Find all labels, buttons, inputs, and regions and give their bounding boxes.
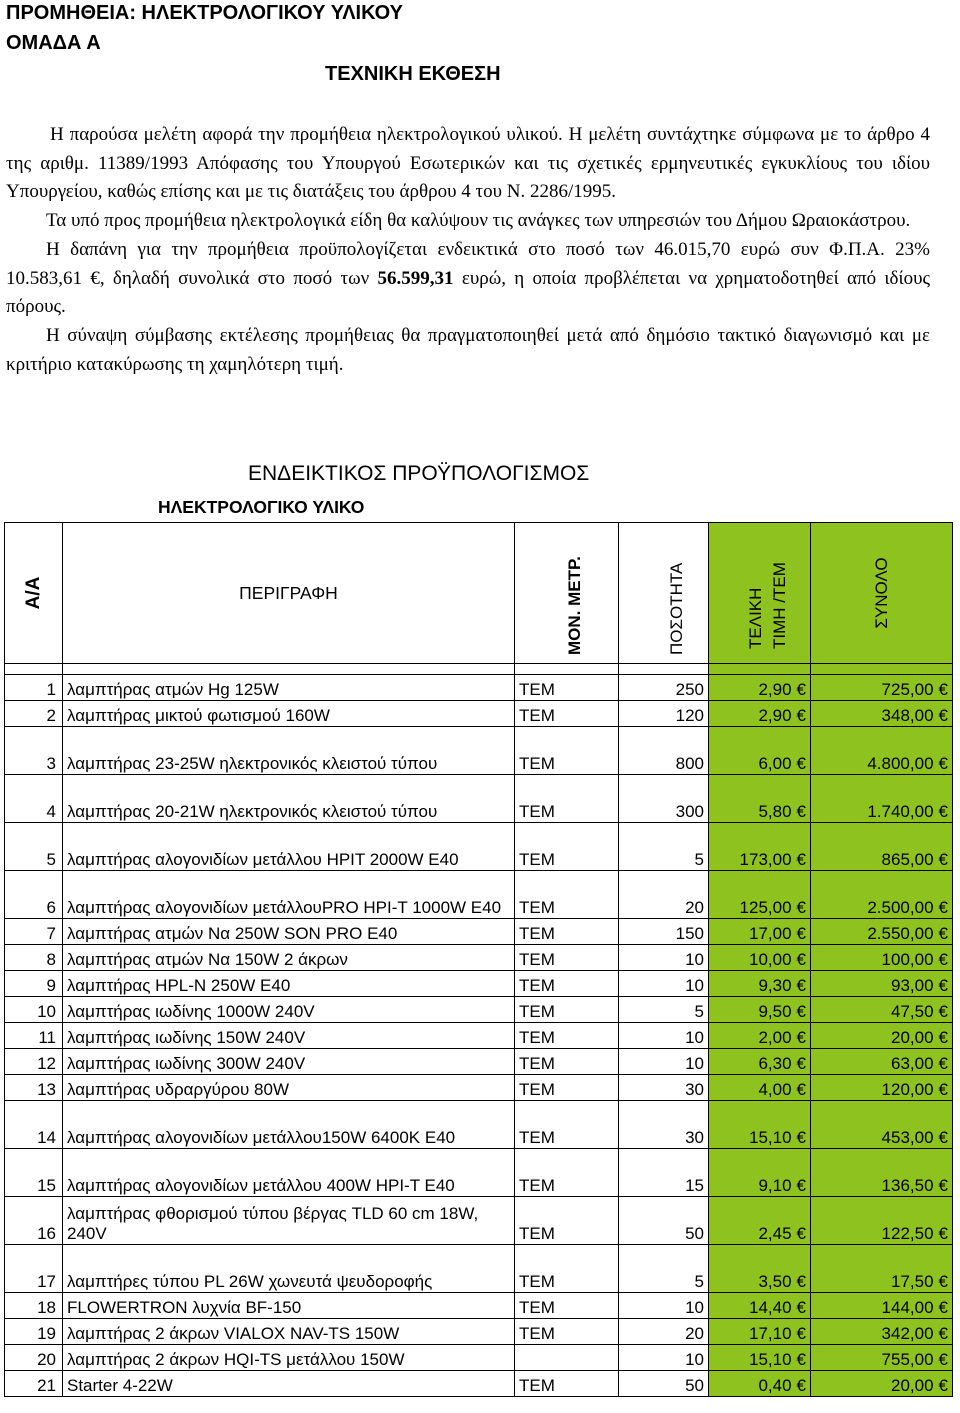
row-number: 13 [5, 1075, 63, 1101]
row-quantity: 10 [619, 1049, 709, 1075]
euro-symbol: € [938, 1002, 948, 1021]
euro-symbol: € [796, 1298, 806, 1317]
row-description: λαμπτήρας ατμών Hg 125W [63, 675, 515, 701]
row-quantity: 300 [619, 775, 709, 823]
row-total: 4.800,00 € [811, 727, 953, 775]
row-number: 20 [5, 1345, 63, 1371]
row-unit: ΤΕΜ [515, 1023, 619, 1049]
row-total: 20,00 € [811, 1371, 953, 1397]
row-total: 17,50 € [811, 1245, 953, 1293]
table-row [5, 675, 953, 701]
row-quantity: 15 [619, 1149, 709, 1197]
euro-symbol: € [938, 898, 948, 917]
row-quantity: 10 [619, 1023, 709, 1049]
row-quantity: 10 [619, 1345, 709, 1371]
row-number: 4 [5, 775, 63, 823]
budget-table-body [5, 675, 953, 1397]
budget-title: ΕΝΔΕΙΚΤΙΚΟΣ ΠΡΟΫΠΟΛΟΓΙΣΜΟΣ [248, 462, 590, 485]
row-unit: ΤΕΜ [515, 701, 619, 727]
row-unit-price: 9,30 € [709, 971, 811, 997]
euro-symbol: € [796, 950, 806, 969]
budget-table [4, 522, 953, 1397]
row-unit-price: 2,00 € [709, 1023, 811, 1049]
row-total: 100,00 € [811, 945, 953, 971]
row-unit: ΤΕΜ [515, 945, 619, 971]
column-header-unit-price: ΤΕΛΙΚΗ ΤΙΜΗ /ΤΕΜ [709, 523, 811, 664]
row-quantity: 5 [619, 997, 709, 1023]
row-unit: ΤΕΜ [515, 1197, 619, 1245]
row-total: 144,00 € [811, 1293, 953, 1319]
table-row [5, 871, 953, 919]
row-quantity: 50 [619, 1197, 709, 1245]
row-number: 14 [5, 1101, 63, 1149]
euro-symbol: € [796, 898, 806, 917]
report-paragraph-2: Τα υπό προς προμήθεια ηλεκτρολογικά είδη θα καλύψουν τις ανάγκες των υπηρεσιών του Δήμου Ωραιοκάστρου. [46, 210, 911, 232]
row-quantity: 20 [619, 1319, 709, 1345]
row-unit-price: 17,00 € [709, 919, 811, 945]
euro-symbol: € [938, 1054, 948, 1073]
row-unit: ΤΕΜ [515, 919, 619, 945]
row-number: 3 [5, 727, 63, 775]
euro-symbol: € [938, 1028, 948, 1047]
row-unit-price: 2,90 € [709, 701, 811, 727]
row-description: λαμπτήρας αλογονιδίων μετάλλου 400W HPI-T E40 [63, 1149, 515, 1197]
row-unit: ΤΕΜ [515, 823, 619, 871]
row-quantity: 5 [619, 823, 709, 871]
euro-symbol: € [938, 706, 948, 725]
row-description: λαμπτήρας αλογονιδίων μετάλλου HPIT 2000W E40 [63, 823, 515, 871]
row-unit: ΤΕΜ [515, 775, 619, 823]
table-row [5, 823, 953, 871]
column-header-quantity: ΠΟΣΟΤΗΤΑ [619, 523, 709, 664]
euro-symbol: € [796, 1128, 806, 1147]
row-description: λαμπτήρας 2 άκρων VIALOX NAV-TS 150W [63, 1319, 515, 1345]
row-number: 9 [5, 971, 63, 997]
budget-table-header [5, 523, 953, 664]
row-unit: ΤΕΜ [515, 727, 619, 775]
table-row [5, 1075, 953, 1101]
row-quantity: 150 [619, 919, 709, 945]
row-unit: ΤΕΜ [515, 675, 619, 701]
row-description: λαμπτήρας ατμών Να 150W 2 άκρων [63, 945, 515, 971]
report-paragraph-3 [6, 236, 930, 322]
row-total: 2.550,00 € [811, 919, 953, 945]
row-number: 18 [5, 1293, 63, 1319]
row-unit-price: 4,00 € [709, 1075, 811, 1101]
euro-symbol: € [796, 924, 806, 943]
row-quantity: 800 [619, 727, 709, 775]
row-quantity: 30 [619, 1101, 709, 1149]
table-row [5, 1023, 953, 1049]
euro-symbol: € [938, 924, 948, 943]
technical-report-body [6, 121, 930, 379]
euro-symbol: € [796, 706, 806, 725]
row-description: λαμπτήρας υδραργύρου 80W [63, 1075, 515, 1101]
row-unit-price: 3,50 € [709, 1245, 811, 1293]
column-header-description: ΠΕΡΙΓΡΑΦΗ [63, 523, 515, 664]
euro-symbol: € [796, 1324, 806, 1343]
row-unit-price: 5,80 € [709, 775, 811, 823]
euro-symbol: € [796, 1176, 806, 1195]
euro-symbol: € [938, 1324, 948, 1343]
table-row [5, 1293, 953, 1319]
row-total: 348,00 € [811, 701, 953, 727]
euro-symbol: € [796, 1272, 806, 1291]
row-unit-price: 9,10 € [709, 1149, 811, 1197]
euro-symbol: € [938, 1350, 948, 1369]
row-total: 122,50 € [811, 1197, 953, 1245]
row-description: λαμπτήρας 20-21W ηλεκτρονικός κλειστού τύπου [63, 775, 515, 823]
row-description: λαμπτήρες τύπου PL 26W χωνευτά ψευδοροφής [63, 1245, 515, 1293]
euro-symbol: € [796, 850, 806, 869]
header-spacer [5, 664, 953, 675]
row-unit: ΤΕΜ [515, 1149, 619, 1197]
row-number: 17 [5, 1245, 63, 1293]
row-quantity: 250 [619, 675, 709, 701]
row-quantity: 10 [619, 971, 709, 997]
euro-symbol: € [938, 1176, 948, 1195]
row-unit-price: 6,00 € [709, 727, 811, 775]
row-total: 136,50 € [811, 1149, 953, 1197]
row-quantity: 120 [619, 701, 709, 727]
table-row [5, 1101, 953, 1149]
table-row [5, 1371, 953, 1397]
row-description: λαμπτήρας 2 άκρων HQI-TS μετάλλου 150W [63, 1345, 515, 1371]
row-description: λαμπτήρας μικτού φωτισμού 160W [63, 701, 515, 727]
row-number: 16 [5, 1197, 63, 1245]
row-description: FLOWERTRON λυχνία BF-150 [63, 1293, 515, 1319]
table-row [5, 701, 953, 727]
euro-symbol: € [938, 1272, 948, 1291]
row-quantity: 20 [619, 871, 709, 919]
row-number: 15 [5, 1149, 63, 1197]
table-row [5, 945, 953, 971]
row-number: 6 [5, 871, 63, 919]
row-description: λαμπτήρας 23-25W ηλεκτρονικός κλειστού τύπου [63, 727, 515, 775]
procurement-title: ΠΡΟΜΗΘΕΙΑ: ΗΛΕΚΤΡΟΛΟΓΙΚΟΥ ΥΛΙΚΟΥ [6, 2, 403, 24]
table-row [5, 919, 953, 945]
row-unit: ΤΕΜ [515, 1319, 619, 1345]
row-quantity: 10 [619, 945, 709, 971]
row-number: 21 [5, 1371, 63, 1397]
row-unit-price: 6,30 € [709, 1049, 811, 1075]
euro-symbol: € [938, 802, 948, 821]
row-description: Starter 4-22W [63, 1371, 515, 1397]
row-unit-price: 0,40 € [709, 1371, 811, 1397]
row-quantity: 5 [619, 1245, 709, 1293]
column-header-unit: ΜΟΝ. ΜΕΤΡ. [515, 523, 619, 664]
row-description: λαμπτήρας ιωδίνης 150W 240V [63, 1023, 515, 1049]
row-total: 47,50 € [811, 997, 953, 1023]
euro-symbol: € [796, 1002, 806, 1021]
euro-symbol: € [938, 1128, 948, 1147]
row-number: 5 [5, 823, 63, 871]
row-description: λαμπτήρας ατμών Να 250W SON PRO E40 [63, 919, 515, 945]
row-unit: ΤΕΜ [515, 971, 619, 997]
row-total: 2.500,00 € [811, 871, 953, 919]
row-unit-price: 10,00 € [709, 945, 811, 971]
row-unit-price: 173,00 € [709, 823, 811, 871]
row-unit-price: 125,00 € [709, 871, 811, 919]
row-total: 755,00 € [811, 1345, 953, 1371]
row-total: 865,00 € [811, 823, 953, 871]
table-row [5, 1345, 953, 1371]
row-total: 120,00 € [811, 1075, 953, 1101]
report-paragraph-3-text-a: Η δαπάνη για την προμήθεια προϋπολογίζεται ενδεικτικά στο ποσό των 46.015,70 ευρώ συν Φ.Π.Α. 23% 10.583,61 €, δηλαδή συνολικά στο ποσό των [6, 238, 930, 289]
euro-symbol: € [796, 754, 806, 773]
budget-subtitle: ΗΛΕΚΤΡΟΛΟΓΙΚΟ ΥΛΙΚΟ [158, 497, 365, 517]
row-quantity: 10 [619, 1293, 709, 1319]
row-total: 342,00 € [811, 1319, 953, 1345]
row-unit-price: 17,10 € [709, 1319, 811, 1345]
row-unit: ΤΕΜ [515, 1371, 619, 1397]
report-paragraph-4: Η σύναψη σύμβασης εκτέλεσης προμήθειας θα πραγματοποιηθεί μετά από δημόσιο τακτικό διαγωνισμό και με κριτήριο κατακύρωσης τη χαμηλότερη τιμή. [6, 324, 930, 375]
technical-report-title: ΤΕΧΝΙΚΗ ΕΚΘΕΣΗ [325, 63, 501, 85]
row-number: 10 [5, 997, 63, 1023]
table-row [5, 1049, 953, 1075]
row-total: 725,00 € [811, 675, 953, 701]
euro-symbol: € [796, 1350, 806, 1369]
group-title: ΟΜΑΔΑ Α [6, 32, 101, 54]
euro-symbol: € [938, 680, 948, 699]
row-description: λαμπτήρας ιωδίνης 300W 240V [63, 1049, 515, 1075]
euro-symbol: € [796, 1054, 806, 1073]
table-row [5, 997, 953, 1023]
table-row [5, 1197, 953, 1245]
row-description: λαμπτήρας αλογονιδίων μετάλλου150W 6400K E40 [63, 1101, 515, 1149]
column-header-aa: Α/Α [5, 523, 63, 664]
euro-symbol: € [796, 680, 806, 699]
table-row [5, 727, 953, 775]
row-quantity: 50 [619, 1371, 709, 1397]
row-number: 1 [5, 675, 63, 701]
table-row [5, 775, 953, 823]
euro-symbol: € [796, 1224, 806, 1243]
row-unit-price: 9,50 € [709, 997, 811, 1023]
row-unit: ΤΕΜ [515, 1245, 619, 1293]
row-number: 8 [5, 945, 63, 971]
row-number: 7 [5, 919, 63, 945]
euro-symbol: € [796, 802, 806, 821]
row-total: 63,00 € [811, 1049, 953, 1075]
row-unit: ΤΕΜ [515, 871, 619, 919]
euro-symbol: € [938, 754, 948, 773]
row-description: λαμπτήρας HPL-N 250W E40 [63, 971, 515, 997]
euro-symbol: € [796, 1080, 806, 1099]
row-unit-price: 15,10 € [709, 1345, 811, 1371]
row-number: 2 [5, 701, 63, 727]
euro-symbol: € [938, 850, 948, 869]
table-row [5, 1245, 953, 1293]
row-unit [515, 1345, 619, 1371]
table-row [5, 1319, 953, 1345]
row-number: 11 [5, 1023, 63, 1049]
row-total: 453,00 € [811, 1101, 953, 1149]
euro-symbol: € [938, 950, 948, 969]
row-unit-price: 14,40 € [709, 1293, 811, 1319]
row-total: 1.740,00 € [811, 775, 953, 823]
row-unit: ΤΕΜ [515, 1101, 619, 1149]
euro-symbol: € [938, 1298, 948, 1317]
report-paragraph-1: Η παρούσα μελέτη αφορά την προμήθεια ηλεκτρολογικού υλικού. Η μελέτη συντάχτηκε σύμφωνα με το άρθρο 4 της αριθμ. 11389/1993 Απόφασης του Υπουργού Εσωτερικών και τις σχετικές ερμηνευτικές εγκυκλίους του ιδίου Υπουργείου, καθώς επίσης και με τις διατάξεις του άρθρου 4 του Ν. 2286/1995. [6, 124, 930, 203]
euro-symbol: € [796, 1376, 806, 1395]
row-unit: ΤΕΜ [515, 1049, 619, 1075]
row-description: λαμπτήρας ιωδίνης 1000W 240V [63, 997, 515, 1023]
report-total-amount: 56.599,31 [377, 267, 454, 289]
row-unit: ΤΕΜ [515, 1293, 619, 1319]
row-description: λαμπτήρας αλογονιδίων μετάλλουPRO HPI-T 1000W E40 [63, 871, 515, 919]
report-paragraph-3-text-c: ευρώ, η οποία προβλέπεται να χρηματοδοτηθεί από ιδίους πόρους. [6, 267, 930, 318]
row-number: 19 [5, 1319, 63, 1345]
row-unit-price: 15,10 € [709, 1101, 811, 1149]
euro-symbol: € [938, 1224, 948, 1243]
row-unit-price: 2,90 € [709, 675, 811, 701]
euro-symbol: € [938, 1080, 948, 1099]
row-unit: ΤΕΜ [515, 1075, 619, 1101]
row-total: 20,00 € [811, 1023, 953, 1049]
row-quantity: 30 [619, 1075, 709, 1101]
euro-symbol: € [938, 976, 948, 995]
row-description: λαμπτήρας φθορισμού τύπου βέργας TLD 60 cm 18W, 240V [63, 1197, 515, 1245]
row-unit-price: 2,45 € [709, 1197, 811, 1245]
euro-symbol: € [796, 976, 806, 995]
row-number: 12 [5, 1049, 63, 1075]
euro-symbol: € [796, 1028, 806, 1047]
euro-symbol: € [938, 1376, 948, 1395]
row-unit: ΤΕΜ [515, 997, 619, 1023]
table-row [5, 971, 953, 997]
row-total: 93,00 € [811, 971, 953, 997]
column-header-total: ΣΥΝΟΛΟ [811, 523, 953, 664]
table-row [5, 1149, 953, 1197]
